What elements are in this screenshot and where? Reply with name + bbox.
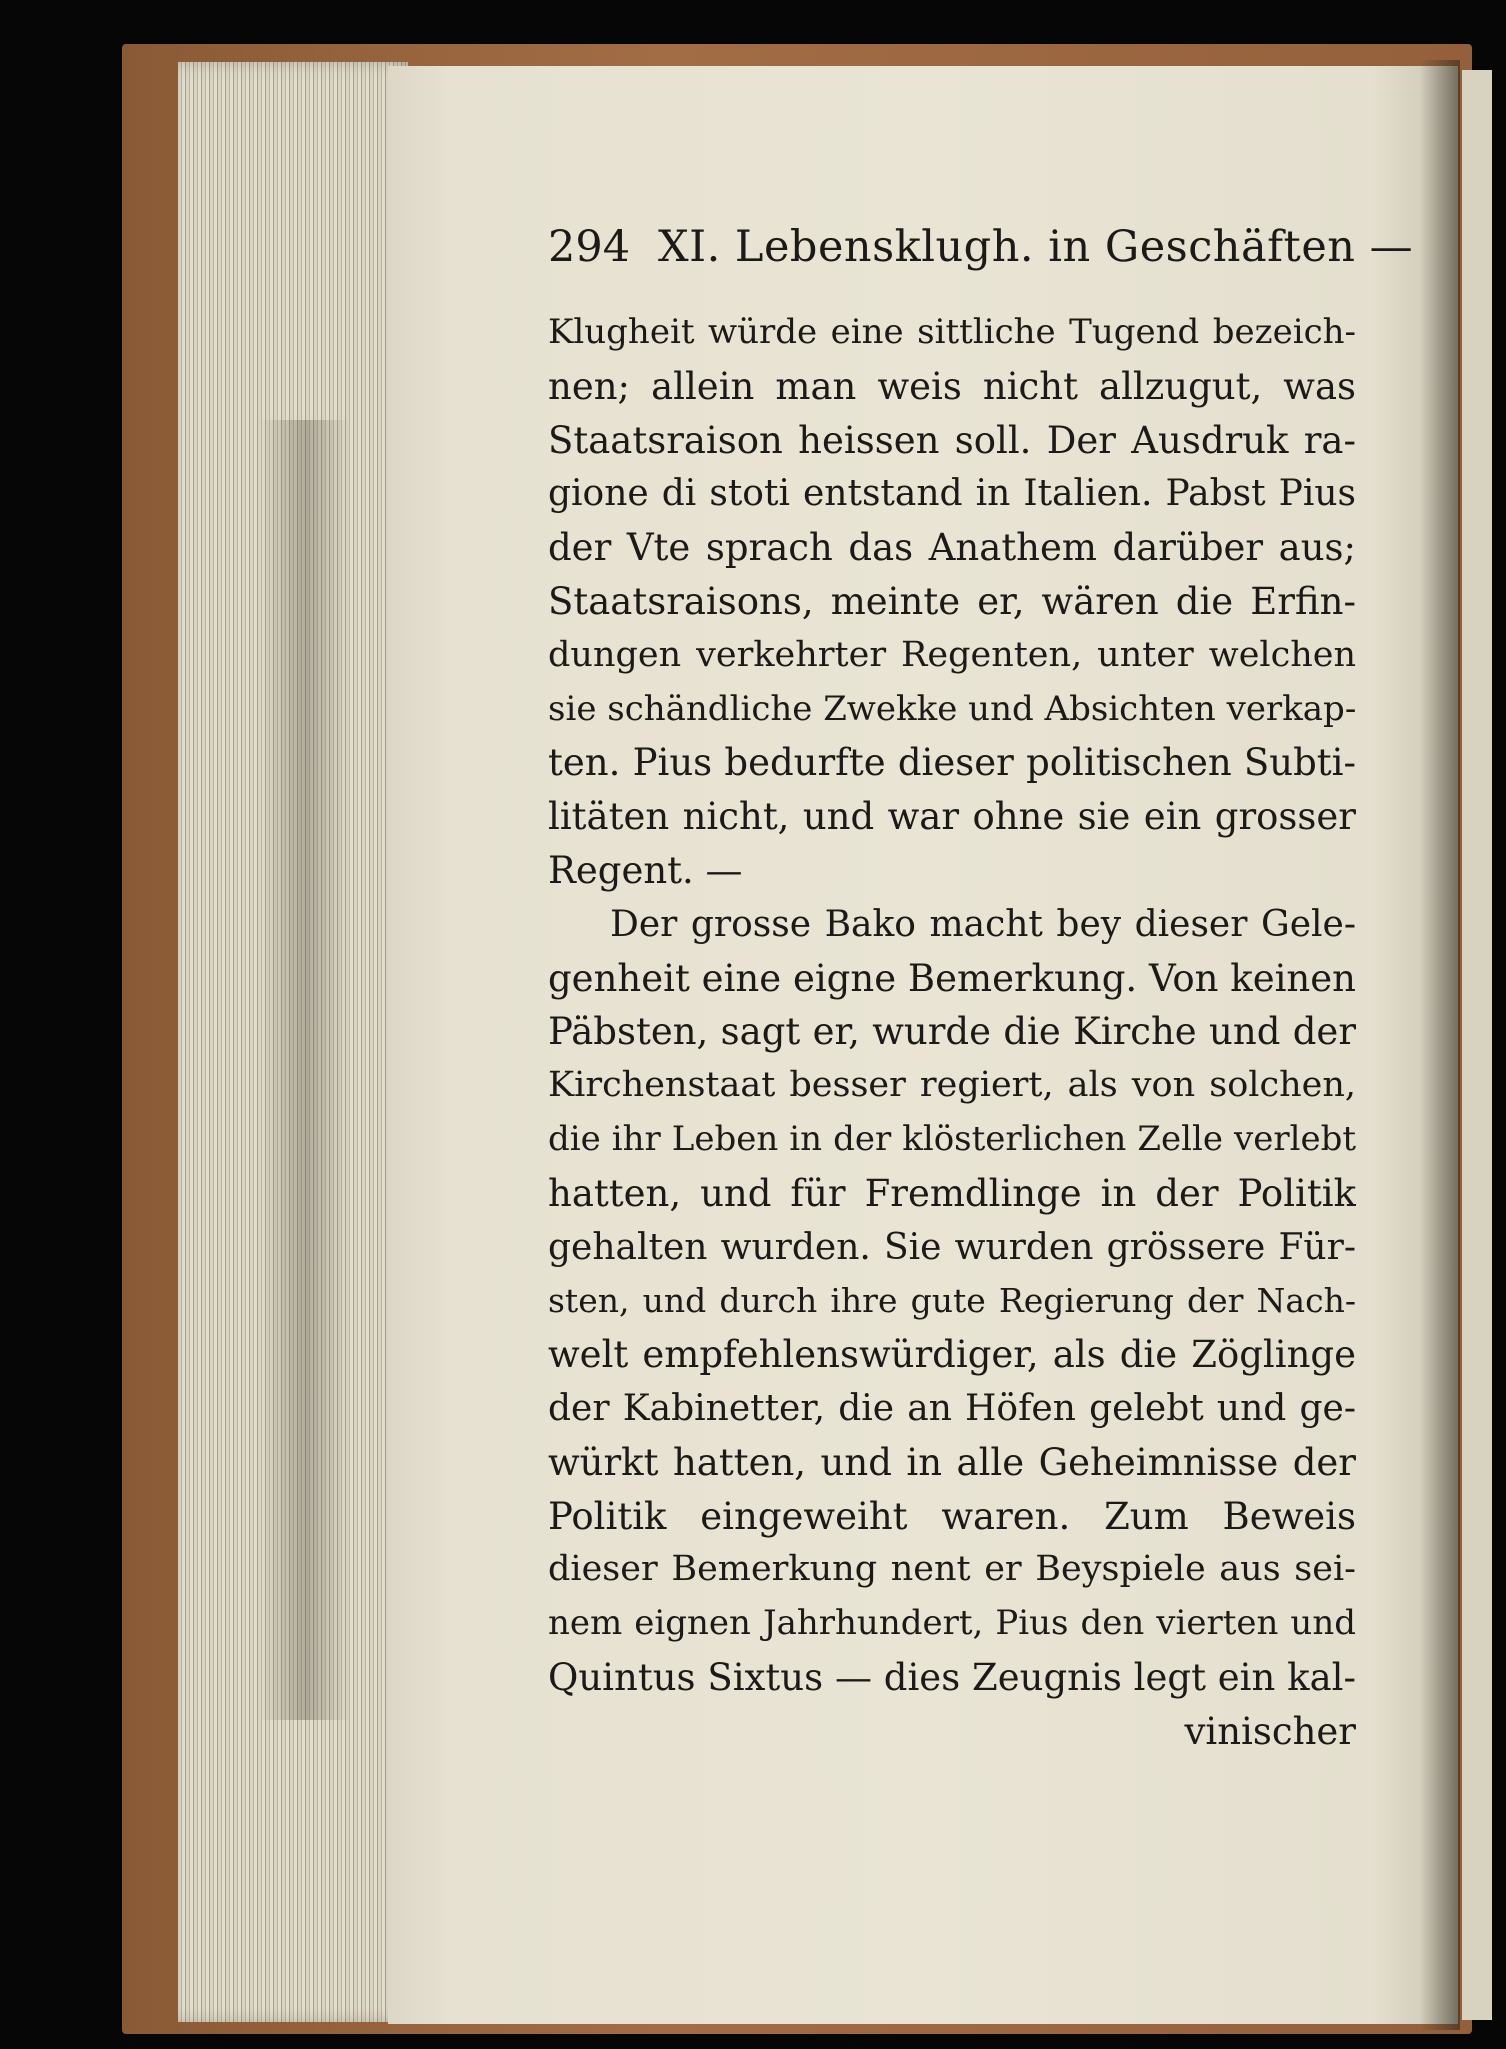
page-number: 294 [548, 222, 631, 272]
text-line: Der grosse Bako macht bey dieser Gele- [610, 903, 1356, 945]
text-line: sten, und durch ihre gute Regierung der Nach- [548, 1281, 1356, 1321]
text-line: die ihr Leben in der klösterlichen Zelle verlebt [548, 1118, 1356, 1159]
text-line: Staatsraison heissen soll. Der Ausdruk ra- [548, 418, 1356, 462]
text-line: Quintus Sixtus — dies Zeugnis legt ein kal- [548, 1655, 1356, 1699]
text-line: gione di stoti entstand in Italien. Pabst Pius [548, 473, 1356, 515]
text-line: gehalten wurden. Sie wurden grössere Für- [548, 1226, 1356, 1268]
text-line: der Vte sprach das Anathem darüber aus; [548, 526, 1356, 570]
text-line: hatten, und für Fremdlinge in der Politik [548, 1171, 1356, 1215]
catchword: vinischer [1184, 1709, 1356, 1753]
text-line: Politik eingeweiht waren. Zum Beweis [548, 1494, 1356, 1538]
text-line: Staatsraisons, meinte er, wären die Erfin- [548, 579, 1356, 623]
page-stack-shading [260, 420, 350, 1720]
gutter-shadow [1420, 60, 1460, 2030]
text-line: würkt hatten, und in alle Geheimnisse der [548, 1440, 1356, 1484]
text-line: der Kabinetter, die an Höfen gelebt und ge- [548, 1387, 1356, 1429]
text-line: dungen verkehrter Regenten, unter welchen [548, 634, 1356, 675]
body-text [548, 306, 1356, 1759]
text-line: Klugheit würde eine sittliche Tugend bezeich- [548, 312, 1356, 352]
text-line: Päbsten, sagt er, wurde die Kirche und der [548, 1010, 1356, 1054]
text-line: Kirchenstaat besser regiert, als von solchen, [548, 1065, 1356, 1106]
text-line: genheit eine eigne Bemerkung. Von keinen [548, 956, 1356, 1000]
text-line: dieser Bemerkung nent er Beyspiele aus sei- [548, 1549, 1356, 1590]
running-head-title: XI. Lebensklugh. in Geschäften — [658, 222, 1414, 272]
text-line: nem eignen Jahrhundert, Pius den vierten und [548, 1603, 1356, 1644]
text-line: sie schändliche Zwekke und Absichten verkap- [548, 688, 1356, 729]
facing-page-edge [1462, 70, 1492, 2020]
text-line: nen; allein man weis nicht allzugut, was [548, 364, 1356, 408]
text-line: ten. Pius bedurfte dieser politischen Subti- [548, 741, 1356, 785]
text-line: welt empfehlenswürdiger, als die Zöglinge [548, 1333, 1356, 1377]
text-line: Regent. — [548, 848, 743, 892]
text-line: litäten nicht, und war ohne sie ein grosser [548, 795, 1356, 839]
running-head [548, 222, 1414, 282]
